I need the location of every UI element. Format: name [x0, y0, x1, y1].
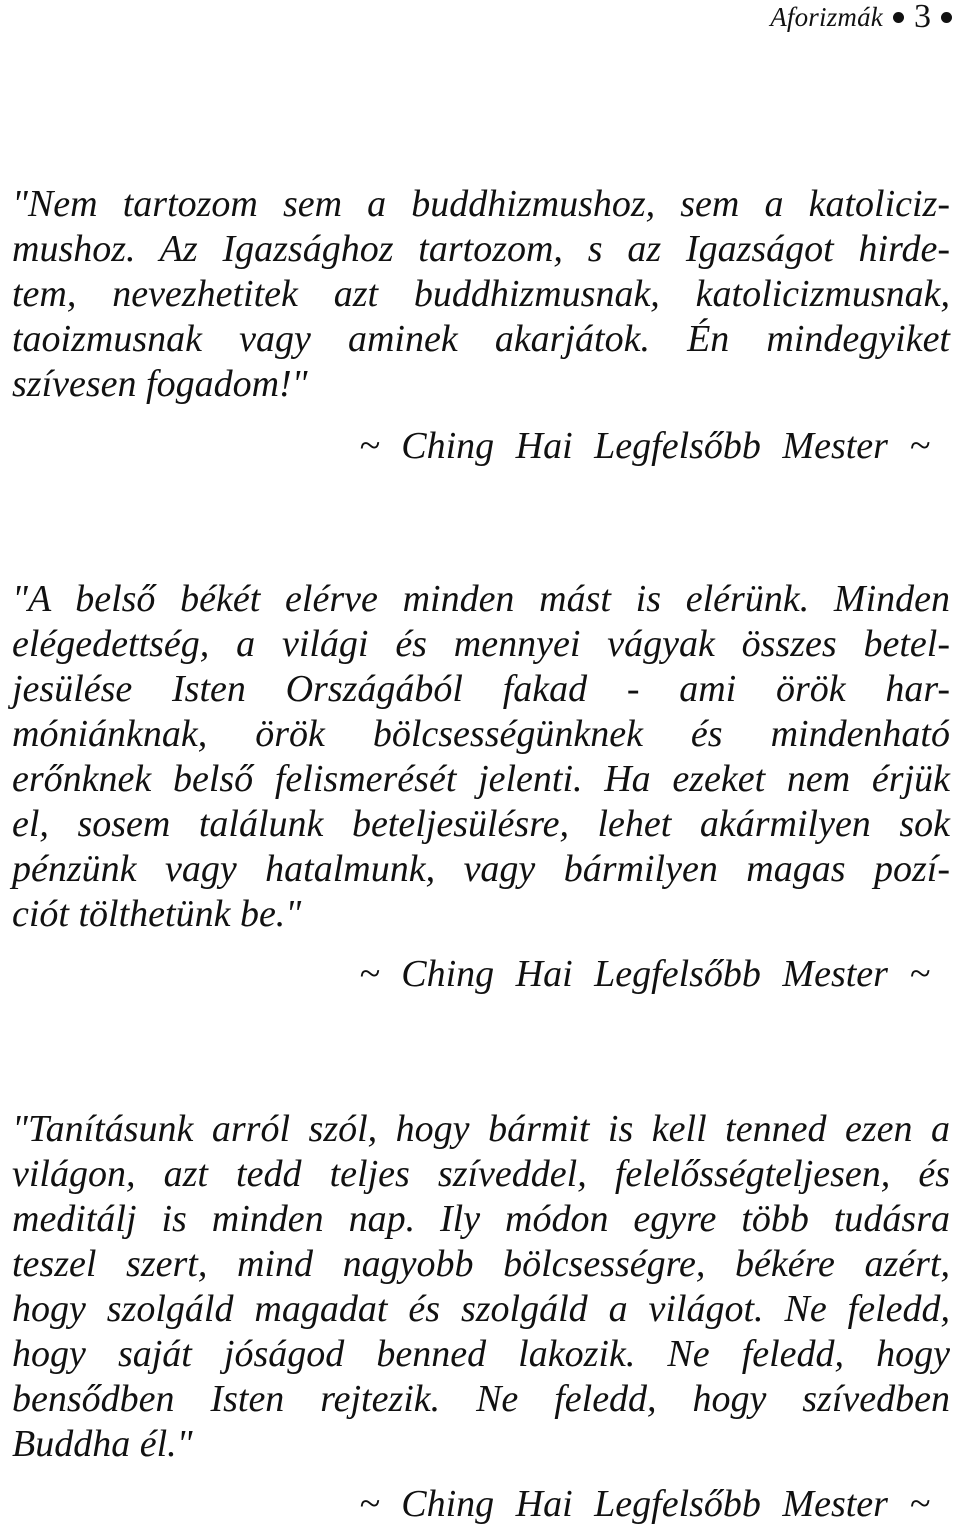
- quote-line: móniánknak, örök bölcsességünknek és mindenható: [12, 713, 950, 755]
- quote-line: erőnknek belső felismerését jelenti. Ha ezeket nem érjük: [12, 758, 950, 800]
- quote-line: taoizmusnak vagy aminek akarjátok. Én mindegyiket: [12, 318, 950, 360]
- quote-line: el, sosem találunk beteljesülésre, lehet akármilyen sok: [12, 803, 950, 845]
- running-title: Aforizmák: [770, 1, 883, 32]
- quote-line: meditálj is minden nap. Ily módon egyre több tudásra: [12, 1198, 950, 1240]
- quote-line: mushoz. Az Igazsághoz tartozom, s az Igazságot hirde-: [12, 228, 950, 270]
- quote-line: ciót tölthetünk be.": [12, 893, 302, 935]
- quote-line: tem, nevezhetitek azt buddhizmusnak, katolicizmusnak,: [12, 273, 950, 315]
- quote-attribution: ~ Ching Hai Legfelsőbb Mester ~: [359, 1483, 930, 1525]
- quote-line: hogy szolgáld magadat és szolgáld a világot. Ne feledd,: [12, 1288, 950, 1330]
- page-header: [770, 0, 952, 34]
- quote-paragraph: [12, 182, 950, 407]
- quote-line: világon, azt tedd teljes szíveddel, felelősségteljesen, és: [12, 1153, 950, 1195]
- quote-line: "Tanításunk arról szól, hogy bármit is kell tenned ezen a: [12, 1108, 950, 1150]
- quote-paragraph: [12, 1107, 950, 1467]
- quote-line: hogy saját jóságod benned lakozik. Ne feledd, hogy: [12, 1333, 950, 1375]
- quote-attribution: ~ Ching Hai Legfelsőbb Mester ~: [359, 425, 930, 467]
- quote-line: pénzünk vagy hatalmunk, vagy bármilyen magas pozí-: [12, 848, 950, 890]
- quote-line: "A belső békét elérve minden mást is elérünk. Minden: [12, 578, 950, 620]
- quote-line: teszel szert, mind nagyobb bölcsességre, békére azért,: [12, 1243, 950, 1285]
- bullet-icon: [941, 12, 952, 23]
- bullet-icon: [893, 12, 904, 23]
- quote-line: szívesen fogadom!": [12, 363, 308, 405]
- quote-line: bensődben Isten rejtezik. Ne feledd, hogy szívedben: [12, 1378, 950, 1420]
- quote-attribution: ~ Ching Hai Legfelsőbb Mester ~: [359, 953, 930, 995]
- quote-line: Buddha él.": [12, 1423, 193, 1465]
- quote-paragraph: [12, 577, 950, 937]
- quote-line: "Nem tartozom sem a buddhizmushoz, sem a katoliciz-: [12, 183, 950, 225]
- page-number: 3: [914, 0, 931, 35]
- quote-line: elégedettség, a világi és mennyei vágyak összes betel-: [12, 623, 950, 665]
- quote-line: jesülése Isten Országából fakad - ami örök har-: [12, 668, 950, 710]
